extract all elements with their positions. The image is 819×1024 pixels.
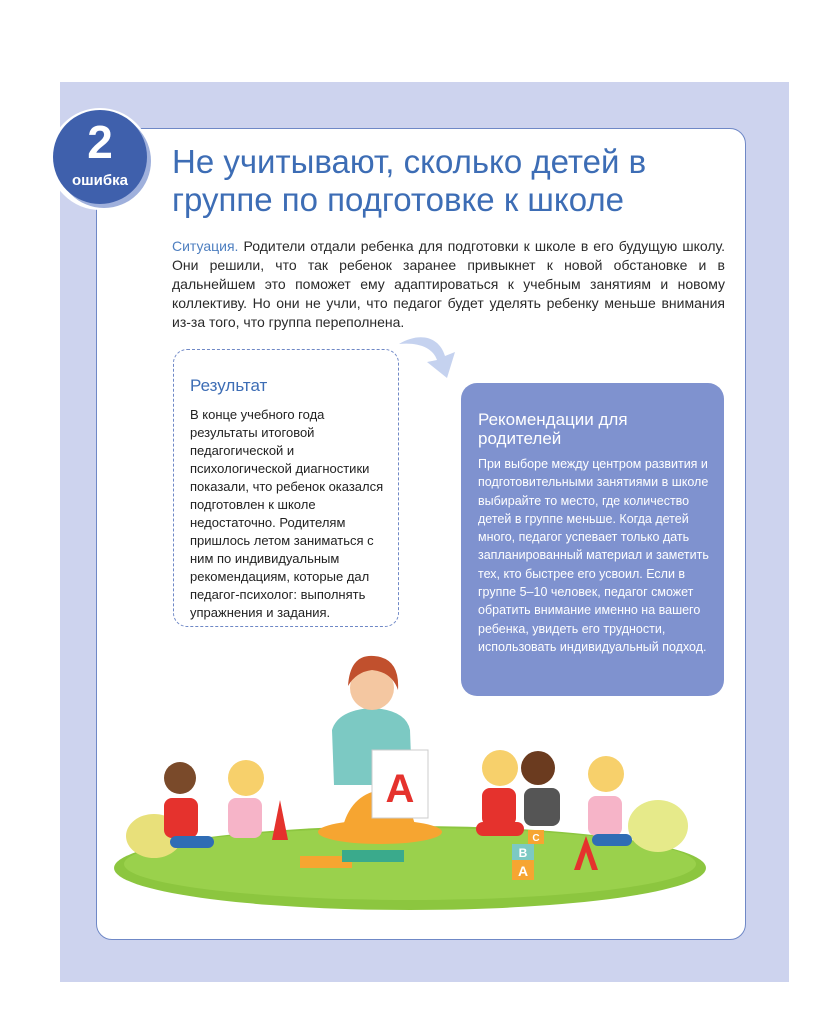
situation-paragraph xyxy=(172,237,725,332)
page-title: Не учитывают, сколько детей в группе по подготовке к школе xyxy=(172,143,647,218)
result-title: Результат xyxy=(190,376,268,395)
badge-number: 2 xyxy=(87,116,113,168)
teacher-card-letter: А xyxy=(385,767,415,811)
svg-text:B: B xyxy=(518,846,528,860)
situation-lead: Ситуация. xyxy=(172,238,239,254)
recommendations-title: Рекомендации для родителей xyxy=(478,410,628,448)
teacher-figure xyxy=(318,656,442,844)
child-5-figure xyxy=(588,756,632,846)
situation-text: Родители отдали ребенка для подготовки к школе в его будущую школу. Они решили, что так ребенок заранее привыкнет к новой обстановке и в дальнейшем это поможет ему адаптироваться к учебным занятиям и новому коллективу. Но они не учли, что педагог будет уделять ребенку меньше внимания из-за того, что группа переполнена. xyxy=(172,238,725,330)
child-2-figure xyxy=(228,760,288,840)
svg-text:A: A xyxy=(517,863,529,879)
recommendations-text: При выборе между центром развития и подготовительными занятиями в школе выбирайте то место, где количество детей в группе меньше. Когда детей много, педагог успевает только дать запланированный материал и заметить тех, кто быстрее его усвоил. Если в группе 5–10 человек, педагог сможет обратить внимание именно на вашего ребенка, увидеть его трудности, использовать индивидуальный подход. xyxy=(478,457,709,654)
classroom-illustration xyxy=(110,650,710,910)
mistake-number-badge xyxy=(53,110,147,204)
curved-arrow-icon xyxy=(395,330,465,386)
child-4-figure xyxy=(521,751,560,826)
badge-label: ошибка xyxy=(71,172,128,189)
child-1-figure xyxy=(164,762,214,848)
result-text: В конце учебного года результаты итоговой педагогической и психологической диагностики показали, что ребенок оказался подготовлен к школе недостаточно. Родителям пришлось летом заниматься с ним по индивидуальным рекомендациям, которые дал педагог-психолог: выполнять упражнения и задания. xyxy=(190,407,384,620)
pillow-right xyxy=(628,800,688,852)
svg-text:C: C xyxy=(532,833,540,844)
child-3-figure xyxy=(476,750,524,836)
